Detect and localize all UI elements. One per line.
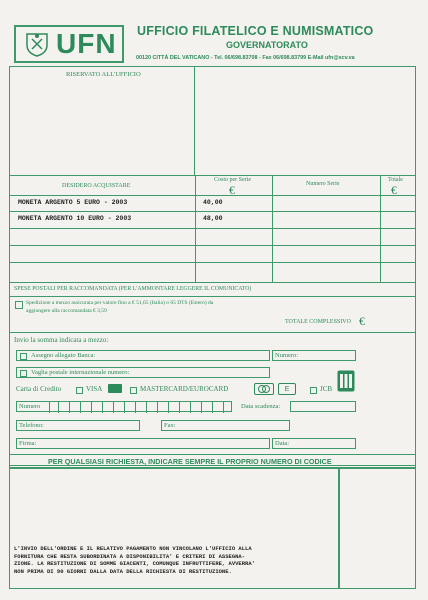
grand-total-label: TOTALE COMPLESSIVO <box>285 319 351 325</box>
order-row-1-item[interactable]: MONETA ARGENTO 5 EURO - 2003 <box>18 199 128 206</box>
date-label: Data: <box>275 440 290 447</box>
jcb-label: JCB <box>320 385 333 393</box>
reserved-divider <box>194 67 195 175</box>
total-euro-icon: € <box>391 183 397 197</box>
reserved-label: RISERVATO ALL'UFFICIO <box>66 71 141 78</box>
visa-card-icon <box>108 384 122 393</box>
signature-field[interactable] <box>16 438 270 449</box>
footer-notice-line: L'INVIO DELL'ORDINE E IL RELATIVO PAGAMENTO NON VINCOLANO L'UFFICIO ALLA <box>14 545 252 552</box>
jcb-card-icon <box>337 370 355 392</box>
phone-label: Telefono: <box>19 422 44 429</box>
card-digit-cell[interactable] <box>170 402 180 413</box>
card-digit-cell[interactable] <box>115 402 125 413</box>
card-digit-cell[interactable] <box>49 402 59 413</box>
reserved-bottom-line <box>10 175 415 176</box>
card-digit-cell[interactable] <box>159 402 169 413</box>
bank-check-label: Assegno allegato Banca: <box>31 352 96 359</box>
shipping-title: SPESE POSTALI PER RACCOMANDATA (PER L'AMMONTARE LEGGERE IL COMUNICATO) <box>14 286 252 292</box>
table-row-line-2 <box>10 228 415 229</box>
col-header-total: Totale <box>388 177 403 183</box>
shipping-option-line2: aggiungere alla raccomandata € 3,59 <box>26 308 107 314</box>
card-number-label: Numero <box>19 403 41 410</box>
table-header-line <box>10 195 415 196</box>
phone-field[interactable] <box>16 420 140 431</box>
card-digit-cell[interactable] <box>93 402 103 413</box>
postal-order-label: Vaglia postale internazionale numero: <box>31 369 130 376</box>
card-digit-cell[interactable] <box>214 402 224 413</box>
card-number-field[interactable] <box>16 401 232 412</box>
card-digit-cell[interactable] <box>148 402 158 413</box>
card-digit-cell[interactable] <box>104 402 114 413</box>
order-row-2-item[interactable]: MONETA ARGENTO 10 EURO - 2003 <box>18 215 132 222</box>
col-header-desc: DESIDERO ACQUISTARE <box>62 183 131 189</box>
card-digit-cell[interactable] <box>137 402 147 413</box>
table-row-line-4 <box>10 262 415 263</box>
mastercard-label: MASTERCARD/EUROCARD <box>140 385 229 393</box>
logo-box <box>14 25 124 63</box>
expiry-field[interactable] <box>290 401 356 412</box>
card-digit-cell[interactable] <box>203 402 213 413</box>
contact-address: 00120 CITTÀ DEL VATICANO - Tel. 06/698.83708 - Fax 06/698.83799 E-Mail ufn@scv.va <box>136 55 355 61</box>
card-digit-cell[interactable] <box>60 402 70 413</box>
mastercard-icon <box>254 382 274 394</box>
card-digit-cell[interactable] <box>181 402 191 413</box>
code-notice-text: PER QUALSIASI RICHIESTA, INDICARE SEMPRE IL PROPRIO NUMERO DI CODICE <box>48 457 332 466</box>
card-digit-cell[interactable] <box>192 402 202 413</box>
footer-notice-line: FORNITURA CHE RESTA SUBORDINATA A DISPONIBILITA' E CRITERI DI ASSEGNA- <box>14 552 246 560</box>
visa-checkbox[interactable] <box>76 387 83 394</box>
footer-notice <box>14 545 255 575</box>
payment-intro: Invio la somma indicata a mezzo: <box>14 336 109 344</box>
eurocard-icon <box>278 382 296 394</box>
check-number-label: Numero: <box>275 352 299 359</box>
signature-label: Firma: <box>19 440 37 447</box>
order-row-1-cost[interactable]: 40,00 <box>203 199 223 206</box>
fax-field[interactable] <box>161 420 290 431</box>
bank-check-checkbox[interactable] <box>20 353 27 360</box>
bank-check-field[interactable] <box>16 350 270 361</box>
expiry-label: Data scadenza: <box>241 403 281 410</box>
check-number-field[interactable] <box>272 350 356 361</box>
shipping-bottom-line <box>10 332 415 333</box>
governorate-subtitle: GOVERNATORATO <box>226 40 308 50</box>
order-row-2-cost[interactable]: 48,00 <box>203 215 223 222</box>
visa-label: VISA <box>86 385 103 393</box>
grand-total-euro-icon: € <box>359 314 365 328</box>
office-stamp-box <box>339 468 416 589</box>
fax-label: Fax: <box>164 422 176 429</box>
postal-order-checkbox[interactable] <box>20 370 27 377</box>
shipping-checkbox[interactable] <box>15 301 23 309</box>
table-bottom-line <box>10 282 415 283</box>
card-digit-cell[interactable] <box>82 402 92 413</box>
cost-euro-icon: € <box>229 183 235 197</box>
postal-order-field[interactable] <box>16 367 270 378</box>
office-title: UFFICIO FILATELICO E NUMISMATICO <box>137 24 374 38</box>
table-row-line-1 <box>10 211 415 212</box>
card-digit-cell[interactable] <box>126 402 136 413</box>
svg-text:E: E <box>284 386 290 393</box>
col-header-cost: Costo per Serie <box>214 177 251 183</box>
logo-text: UFN <box>56 28 117 59</box>
card-digit-cell[interactable] <box>71 402 81 413</box>
footer-notice-line: ZIONE. LA RESTITUZIONE DI SOMME GIACENTI, COMUNQUE INFRUTTIFERE, AVVERRA' <box>14 560 255 567</box>
code-notice-bar <box>9 454 416 468</box>
shipping-option-line1: Spedizione a mezzo assicurata per valore fino a € 51,65 (Italia) o 65 DTS (Estero) da <box>26 300 214 306</box>
jcb-checkbox[interactable] <box>310 387 317 394</box>
date-field[interactable] <box>272 438 356 449</box>
shipping-title-line <box>10 296 415 297</box>
mastercard-checkbox[interactable] <box>130 387 137 394</box>
footer-notice-line: NON PRIMA DI 90 GIORNI DALLA DATA DELLA RICHIESTA DI RESTITUZIONE. <box>14 567 232 575</box>
col-header-qty: Numero Serie <box>306 181 340 187</box>
credit-card-label: Carta di Credito <box>16 385 62 393</box>
table-row-line-3 <box>10 245 415 246</box>
coat-of-arms-icon <box>24 31 50 57</box>
